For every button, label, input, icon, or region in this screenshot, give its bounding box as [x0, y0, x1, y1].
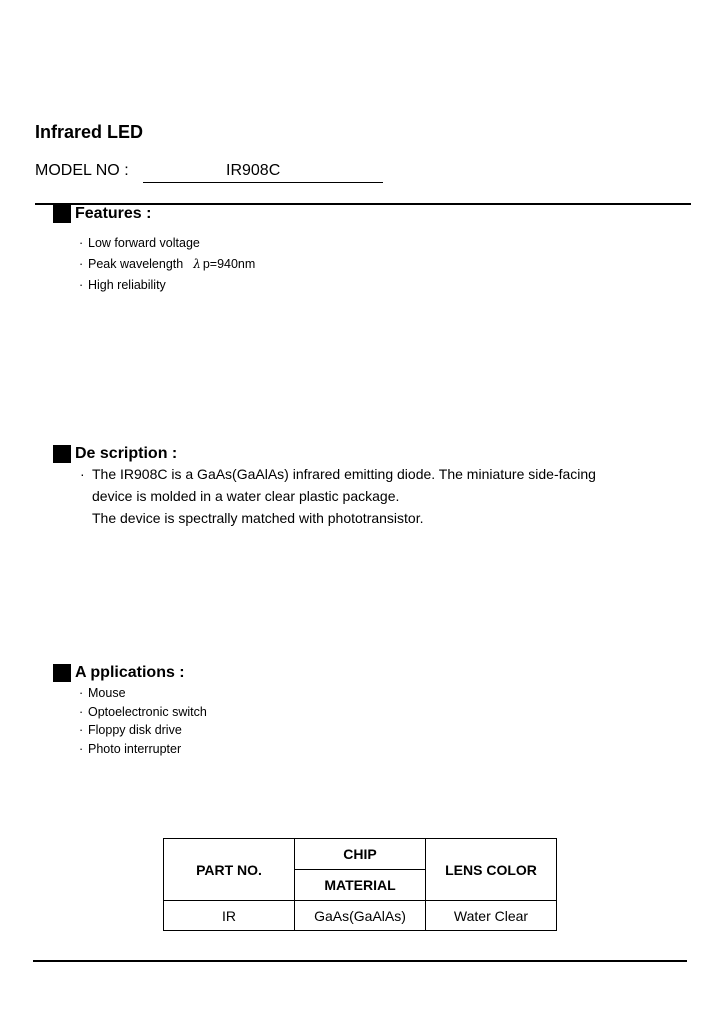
description-line — [80, 463, 596, 485]
applications-heading-text: A pplications : — [75, 664, 185, 681]
cell-part-no: IR — [164, 901, 295, 931]
description-text: The IR908C is a GaAs(GaAlAs) infrared emitting diode. The miniature side-facing — [92, 466, 596, 482]
feature-value: p=940nm — [202, 257, 256, 271]
header-lens-color: LENS COLOR — [426, 839, 557, 901]
applications-heading — [53, 664, 185, 682]
section-square-icon — [53, 205, 71, 223]
header-part-no: PART NO. — [164, 839, 295, 901]
list-item — [79, 721, 207, 740]
section-square-icon — [53, 445, 71, 463]
feature-text: Low forward voltage — [88, 236, 200, 250]
bullet-icon: · — [79, 723, 84, 737]
description-line: device is molded in a water clear plastic package. — [92, 488, 400, 504]
model-value: IR908C — [226, 162, 281, 179]
bullet-icon: · — [79, 741, 84, 756]
bullet-icon: · — [79, 257, 84, 271]
spec-table — [163, 838, 557, 931]
model-underline — [143, 182, 383, 183]
bullet-icon: · — [80, 466, 85, 482]
footer-divider — [33, 960, 687, 962]
bullet-icon: · — [79, 704, 84, 719]
features-heading — [53, 205, 151, 223]
section-square-icon — [53, 664, 71, 682]
list-item — [79, 254, 255, 275]
feature-text: High reliability — [88, 278, 166, 292]
description-heading — [53, 445, 177, 463]
feature-text: Peak wavelength — [88, 257, 184, 271]
list-item — [79, 233, 255, 254]
description-heading-text: De scription : — [75, 445, 178, 462]
application-text: Floppy disk drive — [88, 723, 182, 737]
list-item — [79, 684, 207, 703]
description-body — [80, 463, 596, 529]
list-item — [79, 703, 207, 722]
lambda-symbol: λ — [193, 257, 201, 271]
application-text: Photo interrupter — [88, 741, 182, 756]
header-chip: CHIP — [295, 839, 426, 870]
applications-list — [79, 684, 207, 758]
table-header-row — [164, 839, 557, 870]
model-label: MODEL NO : — [35, 162, 129, 179]
list-item — [79, 275, 255, 296]
cell-lens-color: Water Clear — [426, 901, 557, 931]
bullet-icon: · — [79, 236, 84, 250]
application-text: Optoelectronic switch — [88, 704, 207, 719]
features-list — [79, 233, 255, 296]
bullet-icon: · — [79, 278, 84, 292]
application-text: Mouse — [88, 686, 126, 700]
page-title: Infrared LED — [35, 122, 144, 142]
description-line: The device is spectrally matched with phototransistor. — [92, 510, 424, 526]
table-row — [164, 901, 557, 931]
bullet-icon: · — [79, 686, 84, 700]
header-material: MATERIAL — [295, 870, 426, 901]
list-item — [79, 740, 207, 759]
cell-material: GaAs(GaAlAs) — [295, 901, 426, 931]
features-heading-text: Features : — [75, 205, 152, 222]
